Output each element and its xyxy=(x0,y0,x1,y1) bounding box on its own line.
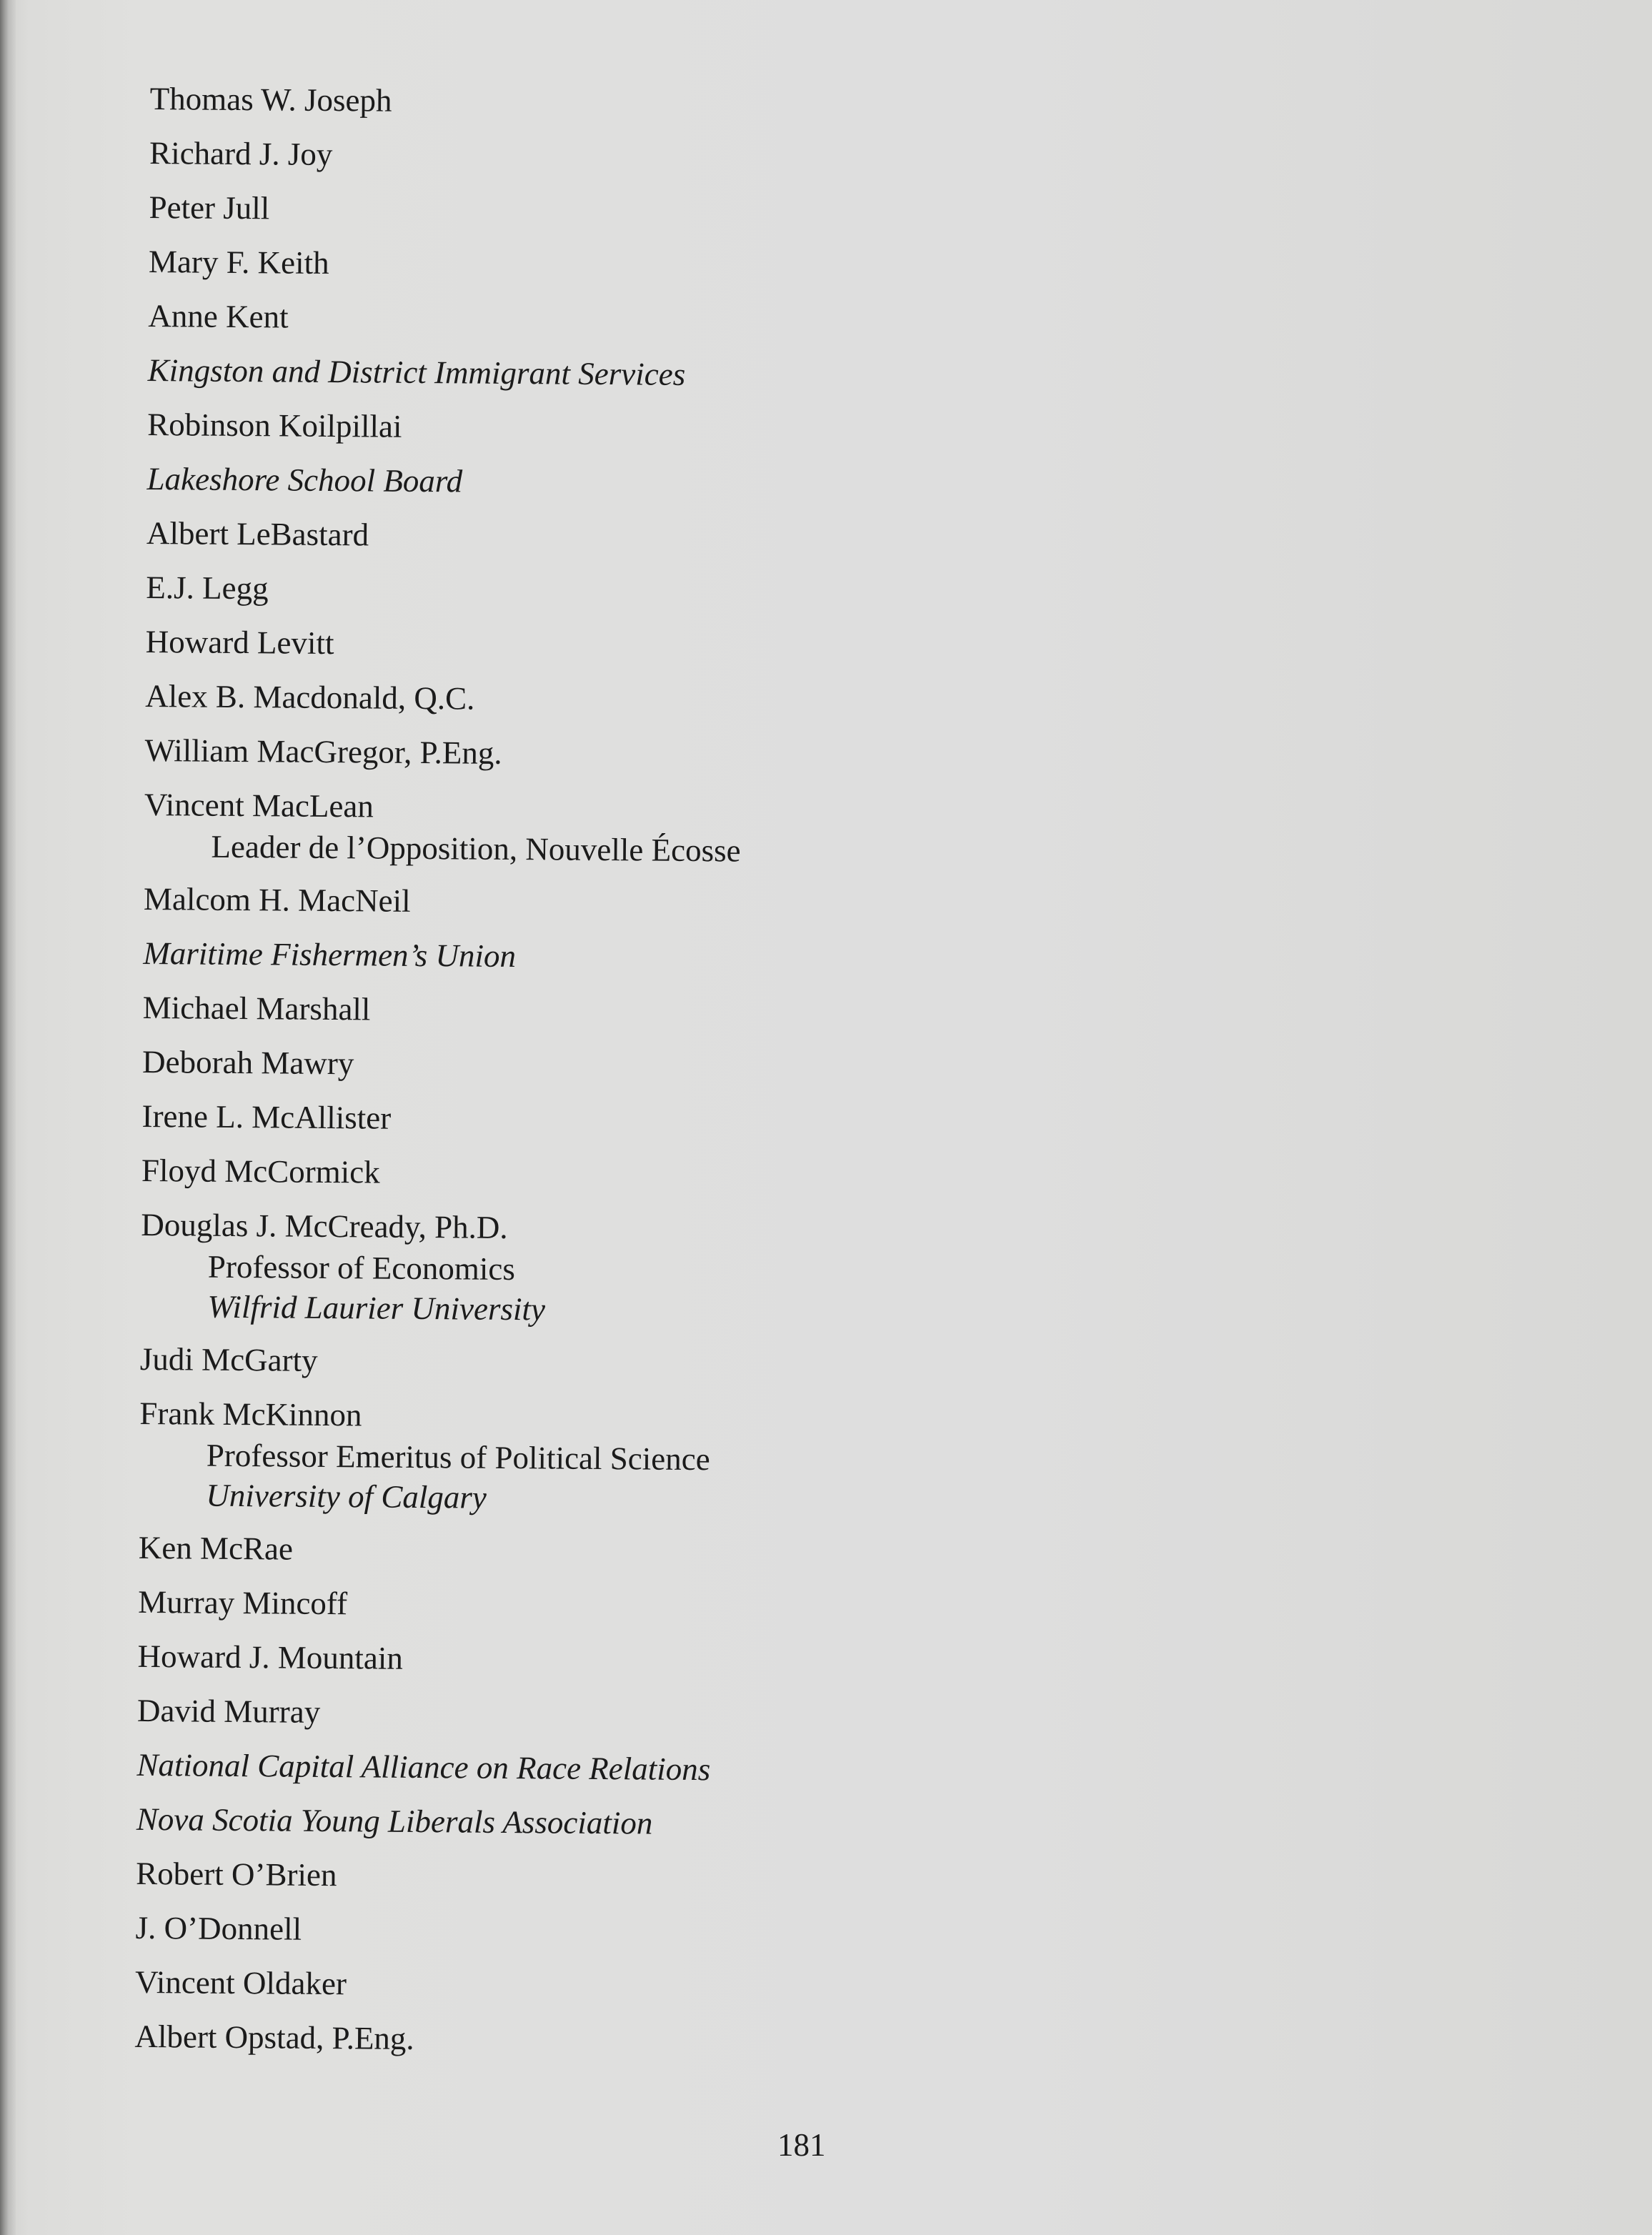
entry-affiliation: University of Calgary xyxy=(206,1477,487,1515)
entry-affiliation: Wilfrid Laurier University xyxy=(207,1288,546,1328)
person-entry xyxy=(149,131,1221,183)
entry-name: J. O’Donnell xyxy=(135,1909,302,1947)
person-entry xyxy=(142,1040,1214,1092)
person-entry xyxy=(141,1095,1213,1146)
entry-title: Leader de l’Opposition, Nouvelle Écosse xyxy=(211,828,741,869)
entry-name: Alex B. Macdonald, Q.C. xyxy=(145,677,475,717)
person-entry xyxy=(149,240,1220,292)
person-entry xyxy=(146,512,1218,563)
organization-entry xyxy=(146,457,1218,509)
entry-name: Howard Levitt xyxy=(145,623,334,662)
entry-name: Lakeshore School Board xyxy=(146,460,463,499)
entry-name: Robert O’Brien xyxy=(136,1855,337,1893)
entry-name: Ken McRae xyxy=(138,1529,294,1567)
person-entry xyxy=(136,1852,1208,1903)
organization-entry xyxy=(136,1743,1208,1795)
person-entry xyxy=(140,1338,1212,1389)
entry-name: Malcom H. MacNeil xyxy=(143,880,411,919)
person-entry xyxy=(145,675,1217,726)
person-entry xyxy=(138,1581,1210,1632)
person-entry xyxy=(134,2015,1206,2066)
person-entry xyxy=(143,986,1215,1037)
person-entry xyxy=(137,1635,1209,1686)
entry-name: Kingston and District Immigrant Services xyxy=(147,352,686,392)
person-entry xyxy=(135,1961,1207,2012)
entry-name: Douglas J. McCready, Ph.D. xyxy=(141,1206,508,1245)
entry-name: Thomas W. Joseph xyxy=(149,80,392,119)
entry-name: Anne Kent xyxy=(148,297,289,335)
person-entry xyxy=(135,1906,1207,1958)
page-number: 181 xyxy=(777,2127,826,2163)
entry-name: National Capital Alliance on Race Relations xyxy=(136,1746,711,1788)
entry-name: William MacGregor, P.Eng. xyxy=(144,732,502,771)
entry-name: Murray Mincoff xyxy=(138,1583,348,1622)
entry-name: Albert Opstad, P.Eng. xyxy=(134,2018,414,2056)
entry-name: Deborah Mawry xyxy=(141,1043,354,1082)
entry-title: Professor of Economics xyxy=(207,1248,516,1288)
person-entry xyxy=(141,1149,1213,1200)
entry-name: Vincent Oldaker xyxy=(134,1963,347,2002)
entry-name: Judi McGarty xyxy=(139,1340,318,1378)
organization-entry xyxy=(143,932,1215,983)
entry-name: Irene L. McAllister xyxy=(141,1097,392,1136)
entry-name: Vincent MacLean xyxy=(144,786,374,825)
entry-name: Richard J. Joy xyxy=(149,134,333,173)
entry-name: Frank McKinnon xyxy=(139,1395,362,1433)
person-entry xyxy=(146,620,1218,672)
person-entry xyxy=(137,1689,1209,1741)
entry-name: Michael Marshall xyxy=(142,989,371,1027)
entry-name: Albert LeBastard xyxy=(146,514,369,553)
entry-name: E.J. Legg xyxy=(146,569,269,607)
person-entry xyxy=(144,783,1216,875)
person-entry xyxy=(140,1203,1213,1335)
organization-entry xyxy=(148,349,1220,400)
book-spine-shadow xyxy=(0,0,16,2235)
entry-name: Maritime Fishermen’s Union xyxy=(143,935,517,975)
organization-entry xyxy=(136,1798,1208,1849)
entry-name: Peter Jull xyxy=(149,189,270,227)
person-entry xyxy=(150,77,1222,129)
participant-list xyxy=(134,77,1222,2078)
person-entry xyxy=(148,294,1220,346)
entry-name: Mary F. Keith xyxy=(148,243,329,281)
entry-title: Professor Emeritus of Political Science xyxy=(206,1437,710,1478)
entry-name: David Murray xyxy=(136,1692,321,1730)
person-entry xyxy=(146,566,1218,617)
entry-name: Floyd McCormick xyxy=(141,1152,380,1190)
entry-name: Howard J. Mountain xyxy=(137,1638,404,1676)
person-entry xyxy=(139,1526,1210,1578)
person-entry xyxy=(139,1392,1211,1523)
person-entry xyxy=(149,186,1220,237)
entry-name: Nova Scotia Young Liberals Association xyxy=(136,1801,653,1841)
entry-name: Robinson Koilpillai xyxy=(146,406,402,444)
person-entry xyxy=(144,877,1215,929)
person-entry xyxy=(144,729,1216,780)
person-entry xyxy=(147,403,1219,454)
